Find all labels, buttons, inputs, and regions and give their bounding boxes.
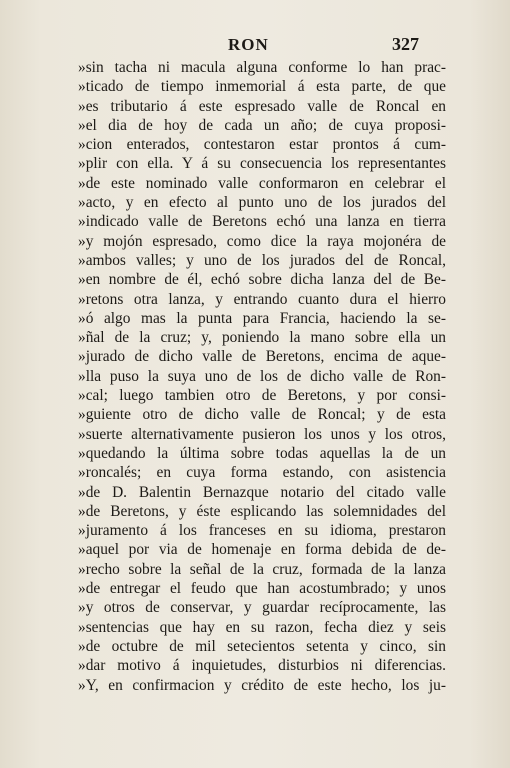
running-head: RON bbox=[228, 35, 269, 54]
text-line: »es tributario á este espresado valle de Roncal en bbox=[78, 97, 446, 115]
page-number: 327 bbox=[392, 34, 419, 54]
text-line: »acto, y en efecto al punto uno de los jurados del bbox=[78, 194, 446, 212]
text-line: »guiente otro de dicho valle de Roncal; y de esta bbox=[78, 406, 446, 424]
text-line: »de Beretons, y éste esplicando las solemnidades del bbox=[78, 502, 446, 520]
text-line: »ambos valles; y uno de los jurados del de Roncal, bbox=[78, 251, 446, 269]
text-line: »el dia de hoy de cada un año; de cuya proposi- bbox=[78, 116, 446, 134]
text-line: »y mojón espresado, como dice la raya mojonéra de bbox=[78, 232, 446, 250]
text-line: »indicado valle de Beretons echó una lanza en tierra bbox=[78, 213, 446, 231]
text-line: »sin tacha ni macula alguna conforme lo han prac- bbox=[78, 59, 446, 76]
text-line: »ticado de tiempo inmemorial á esta parte, de que bbox=[78, 78, 446, 96]
text-line: »jurado de dicho valle de Beretons, encima de aque- bbox=[78, 348, 446, 366]
text-line: »ó algo mas la punta para Francia, haciendo la se- bbox=[78, 309, 446, 327]
text-line: »retons otra lanza, y entrando cuanto dura el hierro bbox=[78, 290, 446, 308]
text-line: »y otros de conservar, y guardar recíprocamente, las bbox=[78, 599, 446, 617]
text-line: »recho sobre la señal de la cruz, formada de la lanza bbox=[78, 560, 446, 578]
text-line: »de este nominado valle conformaron en celebrar el bbox=[78, 174, 446, 192]
text-line: »Y, en confirmacion y crédito de este hecho, los ju- bbox=[78, 676, 446, 694]
text-line: »lla puso la suya uno de los de dicho valle de Ron- bbox=[78, 367, 446, 385]
text-line: »de entregar el feudo que han acostumbrado; y unos bbox=[78, 580, 446, 598]
text-line: »sentencias que hay en su razon, fecha diez y seis bbox=[78, 618, 446, 636]
text-line: »en nombre de él, echó sobre dicha lanza del de Be- bbox=[78, 271, 446, 289]
text-line: »roncalés; en cuya forma estando, con asistencia bbox=[78, 464, 446, 482]
text-line: »dar motivo á inquietudes, disturbios ni diferencias. bbox=[78, 657, 446, 675]
text-line: »cal; luego tambien otro de Beretons, y por consi- bbox=[78, 387, 446, 405]
text-line: »ñal de la cruz; y, poniendo la mano sobre ella un bbox=[78, 329, 446, 347]
text-line: »plir con ella. Y á su consecuencia los representantes bbox=[78, 155, 446, 173]
text-line: »suerte alternativamente pusieron los unos y los otros, bbox=[78, 425, 446, 443]
text-line: »cion enterados, contestaron estar prontos á cum- bbox=[78, 136, 446, 154]
text-line: »juramento á los franceses en su idioma, prestaron bbox=[78, 522, 446, 540]
text-line: »quedando la última sobre todas aquellas la de un bbox=[78, 444, 446, 462]
text-line: »aquel por via de homenaje en forma debida de de- bbox=[78, 541, 446, 559]
body-text bbox=[78, 58, 446, 695]
page-header bbox=[0, 35, 510, 59]
text-line: »de octubre de mil setecientos setenta y cinco, sin bbox=[78, 637, 446, 655]
text-line: »de D. Balentin Bernazque notario del citado valle bbox=[78, 483, 446, 501]
